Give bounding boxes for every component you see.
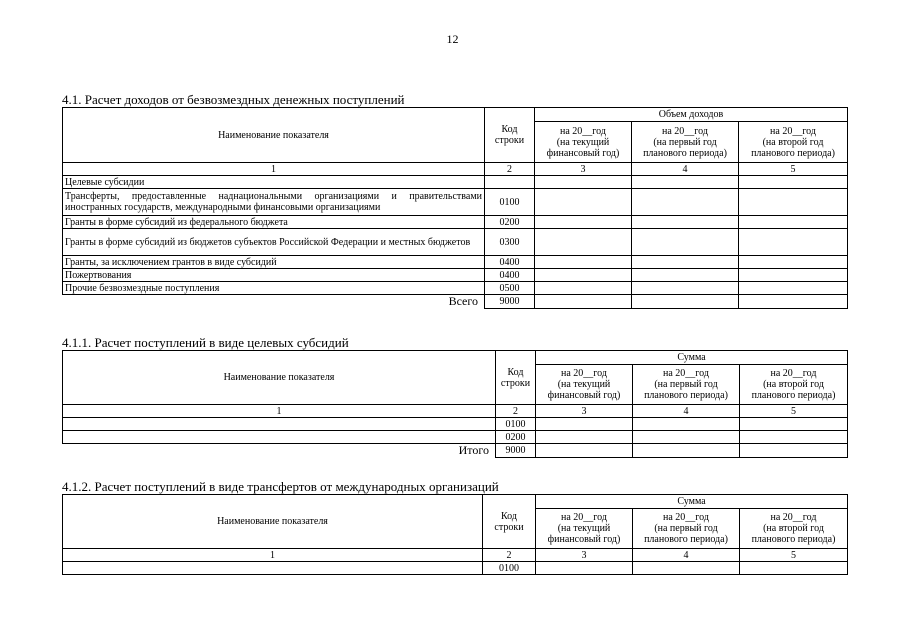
section-4-1-title: 4.1. Расчет доходов от безвозмездных денежных поступлений [62,92,405,107]
transfers-table [62,494,848,575]
total-code: 9000 [496,444,536,458]
table-row: 0200 [63,431,848,444]
table-row: 0100 [63,418,848,431]
total-row [63,444,848,458]
table-row: Целевые субсидии [63,176,848,189]
header-group: Сумма [536,495,848,509]
table-row: Пожертвования 0400 [63,269,848,282]
page-number: 12 [446,32,459,46]
column-numbers-row: 1 2 3 4 5 [63,549,848,562]
header-name: Наименование показателя [63,495,483,549]
subsidies-table [62,350,848,458]
header-col5: на 20__год (на второй год планового периода) [740,365,848,405]
total-row [63,295,848,309]
table-row: 0100 [63,562,848,575]
total-code: 9000 [485,295,535,309]
column-numbers-row: 1 2 3 4 5 [63,163,848,176]
section-4-1-1-title: 4.1.1. Расчет поступлений в виде целевых субсидий [62,335,349,350]
section-4-1-2-title: 4.1.2. Расчет поступлений в виде трансфертов от международных организаций [62,479,499,494]
column-numbers-row: 1 2 3 4 5 [63,405,848,418]
table-row: Трансферты, предоставленные наднациональными организациями и правительствами иностранных государств, международными финансовыми организациями 0100 [63,189,848,216]
table-row: Гранты, за исключением грантов в виде субсидий 0400 [63,256,848,269]
header-group: Объем доходов [535,108,848,122]
header-col4: на 20__год (на первый год планового периода) [633,509,740,549]
table-row: Прочие безвозмездные поступления 0500 [63,282,848,295]
header-col3: на 20__год (на текущий финансовый год) [536,365,633,405]
header-group: Сумма [536,351,848,365]
total-label: Всего [63,295,485,309]
header-code: Код строки [483,495,536,549]
header-col5: на 20__год (на второй год планового периода) [739,122,848,163]
header-name: Наименование показателя [63,351,496,405]
header-code: Код строки [485,108,535,163]
header-col3: на 20__год (на текущий финансовый год) [536,509,633,549]
income-table [62,107,848,309]
table-row: Гранты в форме субсидий из бюджетов субъектов Российской Федерации и местных бюджетов 0300 [63,229,848,256]
header-col4: на 20__год (на первый год планового периода) [632,122,739,163]
header-col3: на 20__год (на текущий финансовый год) [535,122,632,163]
header-col5: на 20__год (на второй год планового периода) [740,509,848,549]
total-label: Итого [63,444,496,458]
header-name: Наименование показателя [63,108,485,163]
header-col4: на 20__год (на первый год планового периода) [633,365,740,405]
table-row: Гранты в форме субсидий из федерального бюджета 0200 [63,216,848,229]
header-code: Код строки [496,351,536,405]
